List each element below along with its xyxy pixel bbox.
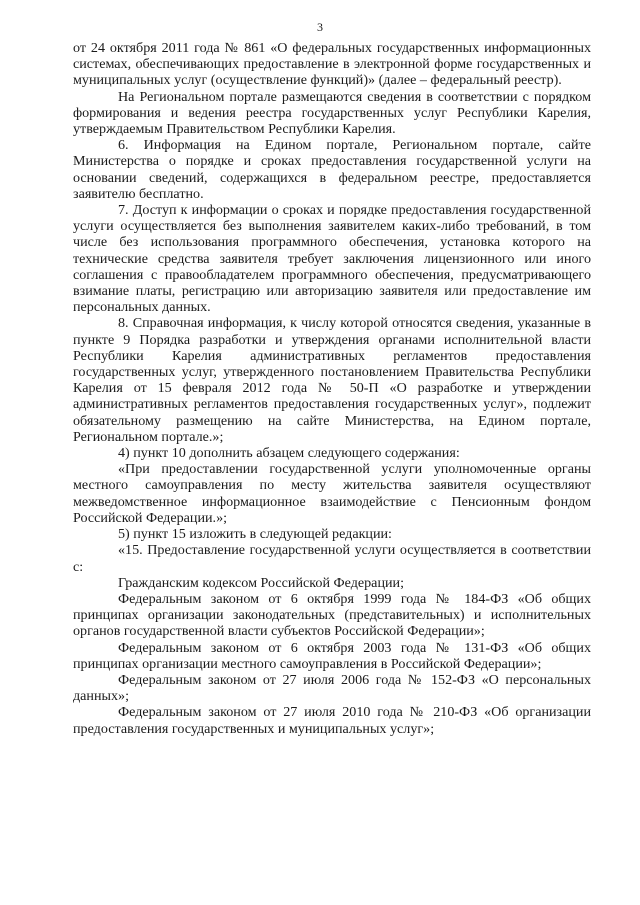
paragraph: Федеральным законом от 6 октября 1999 года № 184-ФЗ «Об общих принципах организации законодательных (представительных) и исполнительных органов государственной власти субъектов Российской Федерации»;	[73, 590, 591, 640]
paragraph: Федеральным законом от 27 июля 2010 года № 210-ФЗ «Об организации предоставления государственных и муниципальных услуг»;	[73, 704, 591, 737]
paragraph: 8. Справочная информация, к числу которой относятся сведения, указанные в пункте 9 Порядка разработки и утверждения органами исполнительной власти Республики Карелия административных регламентов предоставления государственных услуг, утвержденного постановлением Правительства Республики Карелия от 15 февраля 2012 года № 50-П «О разработке и утверждении административных регламентов предоставления государственных услуг», подлежит обязательному размещению на сайте Министерства, на Едином портале, Региональном портале.»;	[73, 315, 591, 445]
paragraph: «При предоставлении государственной услуги уполномоченные органы местного самоуправления по месту жительства заявителя осуществляют межведомственное информационное взаимодействие с Пенсионным фондом Российской Федерации.»;	[73, 461, 591, 526]
paragraph: 5) пункт 15 изложить в следующей редакции:	[118, 526, 392, 543]
paragraph: 4) пункт 10 дополнить абзацем следующего содержания:	[118, 445, 460, 462]
paragraph: «15. Предоставление государственной услуги осуществляется в соответствии с:	[73, 542, 591, 575]
document-body	[73, 40, 591, 737]
paragraph: от 24 октября 2011 года № 861 «О федеральных государственных информационных системах, обеспечивающих предоставление в электронной форме государственных и муниципальных услуг (осуществление функций)» (далее – федеральный реестр).	[73, 40, 591, 89]
paragraph: Гражданским кодексом Российской Федерации;	[118, 574, 404, 591]
paragraph: Федеральным законом от 6 октября 2003 года № 131-ФЗ «Об общих принципах организации местного самоуправления в Российской Федерации»;	[73, 639, 591, 672]
paragraph: На Региональном портале размещаются сведения в соответствии с порядком формирования и ведения реестра государственных услуг Республики Карелия, утверждаемым Правительством Республики Карелия.	[73, 88, 591, 138]
paragraph: 6. Информация на Едином портале, Региональном портале, сайте Министерства о порядке и сроках предоставления государственной услуги на основании сведений, содержащихся в федеральном реестре, предоставляется заявителю бесплатно.	[73, 137, 591, 202]
paragraph: 7. Доступ к информации о сроках и порядке предоставления государственной услуги осуществляется без выполнения заявителем каких-либо требований, в том числе без использования программного обеспечения, установка которого на технические средства заявителя требует заключения лицензионного или иного соглашения с правообладателем программного обеспечения, предусматривающего взимание платы, регистрацию или авторизацию заявителя или предоставление им персональных данных.	[73, 202, 591, 316]
paragraph: Федеральным законом от 27 июля 2006 года № 152-ФЗ «О персональных данных»;	[73, 671, 591, 705]
page-number: 3	[317, 20, 323, 34]
